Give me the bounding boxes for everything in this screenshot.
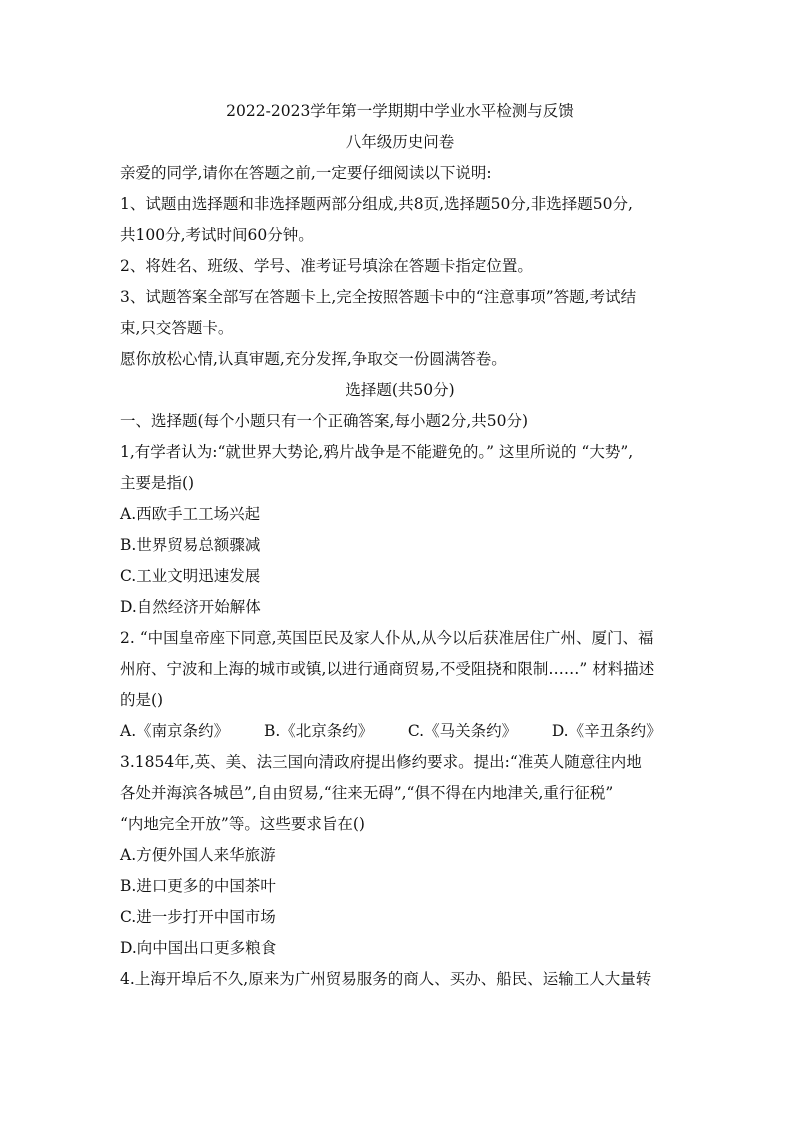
question-1-option-c: C.工业文明迅速发展	[120, 567, 261, 585]
question-2-option-d: D.《辛丑条约》	[551, 722, 662, 740]
question-2-options	[120, 716, 680, 747]
instruction-1-line-2: 共100分,考试时间60分钟。	[120, 226, 314, 244]
question-2-stem-line-1: 2. “中国皇帝座下同意,英国臣民及家人仆从,从今以后获准居住广州、厦门、福	[120, 629, 654, 647]
question-3-option-c: C.进一步打开中国市场	[120, 908, 276, 926]
instruction-1-line-1: 1、试题由选择题和非选择题两部分组成,共8页,选择题50分,非选择题50分,	[120, 195, 633, 213]
question-2-option-a: A.《南京条约》	[120, 722, 230, 740]
exam-page	[120, 96, 680, 995]
question-3-option-b: B.进口更多的中国茶叶	[120, 877, 276, 895]
question-3-stem-line-3: “内地完全开放”等。这些要求旨在()	[120, 815, 365, 833]
question-4-stem-line-1: 4.上海开埠后不久,原来为广州贸易服务的商人、买办、船民、运输工人大量转	[120, 970, 652, 988]
instructions-wish: 愿你放松心情,认真审题,充分发挥,争取交一份圆满答卷。	[120, 350, 507, 368]
question-3-option-a: A.方便外国人来华旅游	[120, 846, 276, 864]
exam-subtitle: 八年级历史问卷	[345, 133, 455, 151]
question-1-option-d: D.自然经济开始解体	[120, 598, 261, 616]
question-3-stem-line-2: 各处并海滨各城邑”,自由贸易,“往来无碍”,“俱不得在内地津关,重行征税”	[120, 784, 614, 802]
section-intro: 一、选择题(每个小题只有一个正确答案,每小题2分,共50分)	[120, 412, 529, 430]
question-1-stem-line-1: 1,有学者认为:“就世界大势论,鸦片战争是不能避免的。” 这里所说的 “大势”,	[120, 443, 634, 461]
instructions-greeting: 亲爱的同学,请你在答题之前,一定要仔细阅读以下说明:	[120, 164, 492, 182]
exam-title: 2022-2023学年第一学期期中学业水平检测与反馈	[226, 102, 574, 120]
question-2-option-b: B.《北京条约》	[263, 722, 374, 740]
question-1-option-b: B.世界贸易总额骤减	[120, 536, 261, 554]
section-title: 选择题(共50分)	[345, 381, 455, 399]
question-2-stem-line-2: 州府、宁波和上海的城市或镇,以进行通商贸易,不受阻挠和限制……” 材料描述	[120, 660, 655, 678]
question-2-stem-line-3: 的是()	[120, 691, 164, 709]
instruction-2: 2、将姓名、班级、学号、准考证号填涂在答题卡指定位置。	[120, 257, 533, 275]
question-3-option-d: D.向中国出口更多粮食	[120, 939, 277, 957]
question-1-stem-line-2: 主要是指()	[120, 474, 195, 492]
instruction-3-line-2: 束,只交答题卡。	[120, 319, 234, 337]
question-1-option-a: A.西欧手工工场兴起	[120, 505, 261, 523]
question-3-stem-line-1: 3.1854年,英、美、法三国向清政府提出修约要求。提出:“准英人随意往内地	[120, 753, 642, 771]
question-2-option-c: C.《马关条约》	[407, 722, 518, 740]
instruction-3-line-1: 3、试题答案全部写在答题卡上,完全按照答题卡中的“注意事项”答题,考试结	[120, 288, 637, 306]
